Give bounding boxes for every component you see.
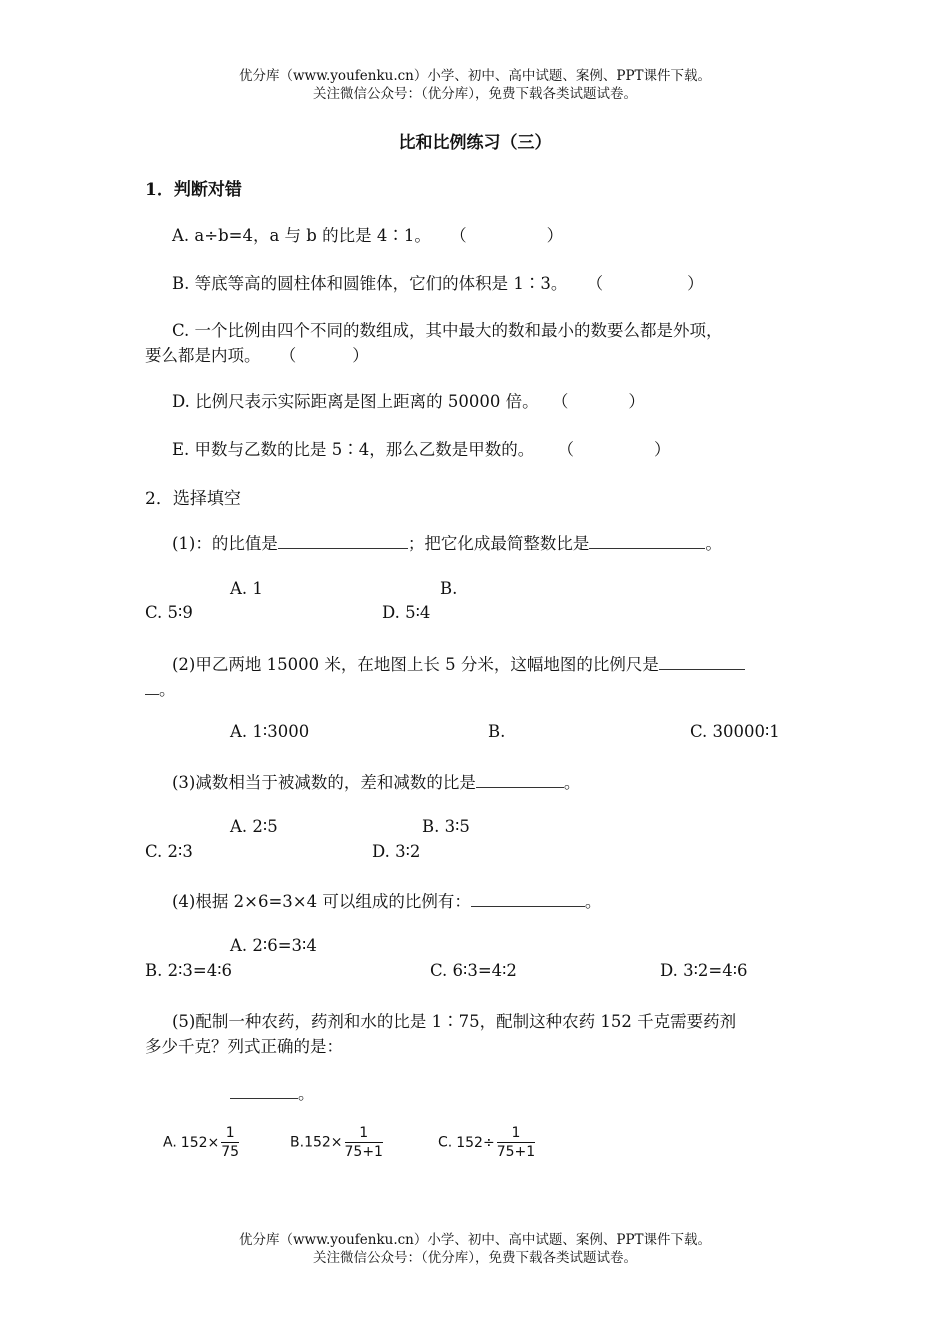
question-1-option-d[interactable]: D. 5∶4 [382,603,431,622]
judge-item-a [172,222,563,246]
judge-item-e-text: E. 甲数与乙数的比是 5∶4，那么乙数是甲数的。 [172,440,535,459]
question-4 [172,888,601,912]
question-1-option-c[interactable]: C. 5∶9 [145,603,193,622]
question-4-blank[interactable] [471,890,585,907]
question-2-suffix: 。 [159,680,176,699]
question-4-suffix: 。 [584,892,602,911]
section-2-heading: 2．选择填空 [145,489,241,509]
question-1-blank-2[interactable] [589,532,705,549]
question-3 [172,769,580,793]
question-3-option-d[interactable]: D. 3∶2 [372,842,421,861]
question-4-option-c[interactable]: C. 6∶3=4∶2 [430,961,517,980]
question-3-suffix: 。 [563,773,581,792]
question-4-option-a[interactable]: A. 2∶6=3∶4 [230,936,317,955]
judge-item-d-answer[interactable]: （ ） [551,392,645,411]
judge-item-b [172,270,704,294]
footer-line-2: 关注微信公众号：（优分库），免费下载各类试题试卷。 [313,1250,637,1266]
question-2 [172,651,745,675]
judge-item-e-answer[interactable]: （ ） [557,440,671,459]
question-5-option-a[interactable]: A. 152× $\frac{1}{75}$ [163,1125,240,1160]
question-2-option-c[interactable]: C. 30000∶1 [690,722,780,741]
question-1-mid: ；把它化成最简整数比是 [407,534,590,553]
question-1-option-a[interactable]: A. 1 [230,579,263,598]
header-line-1: 优分库（www.youfenku.cn）小学、初中、高中试题、案例、PPT课件下载。 [238,68,712,84]
question-4-text: (4)根据 2×6=3×4 可以组成的比例有： [172,892,471,911]
question-5-option-c[interactable]: C. 152÷ $\frac{1}{75+1}$ [438,1125,536,1160]
judge-item-c-answer[interactable]: （ ） [279,346,369,365]
question-2-blank-2[interactable] [145,678,159,695]
question-1-text: (1)：的比值是 [172,534,278,553]
question-5-blank[interactable] [230,1082,298,1099]
judge-item-a-text: A. a÷b=4，a 与 b 的比是 4∶1。 [172,226,431,245]
question-4-option-b[interactable]: B. 2∶3=4∶6 [145,961,233,980]
judge-item-d [172,388,645,412]
question-1 [172,530,722,554]
question-2-blank-1[interactable] [659,653,745,670]
fraction-a: $\frac{1}{75}$ [221,1125,240,1160]
question-5-answer-line [230,1080,315,1104]
section-1-heading: 1．判断对错 [145,180,242,200]
question-2-option-a[interactable]: A. 1∶3000 [230,722,310,741]
judge-item-a-answer[interactable]: （ ） [450,226,564,245]
question-5-line-1: (5)配制一种农药，药剂和水的比是 1∶75，配制这种农药 152 千克需要药剂 [172,1012,737,1031]
question-3-option-c[interactable]: C. 2∶3 [145,842,193,861]
question-3-option-a[interactable]: A. 2∶5 [230,817,278,836]
judge-item-c-text: 要么都是内项。 [145,346,261,365]
judge-item-b-answer[interactable]: （ ） [586,274,704,293]
question-2-line-2 [145,676,176,700]
page-title: 比和比例练习（三） [398,133,552,153]
judge-item-c-line-1: C. 一个比例由四个不同的数组成，其中最大的数和最小的数要么都是外项， [172,321,723,340]
question-4-option-d[interactable]: D. 3∶2=4∶6 [660,961,748,980]
header-line-2: 关注微信公众号：（优分库），免费下载各类试题试卷。 [313,86,637,102]
judge-item-d-text: D. 比例尺表示实际距离是图上距离的 50000 倍。 [172,392,539,411]
question-3-option-b[interactable]: B. 3∶5 [422,817,470,836]
fraction-b: $\frac{1}{75+1}$ [344,1125,383,1160]
judge-item-c-line-2 [145,342,369,366]
question-2-text: (2)甲乙两地 15000 米，在地图上长 5 分米，这幅地图的比例尺是 [172,655,659,674]
judge-item-b-text: B. 等底等高的圆柱体和圆锥体，它们的体积是 1∶3。 [172,274,568,293]
question-5-suffix: 。 [298,1084,315,1103]
judge-item-e [172,436,671,460]
fraction-c: $\frac{1}{75+1}$ [496,1125,536,1160]
question-3-text: (3)减数相当于被减数的，差和减数的比是 [172,773,476,792]
footer-line-1: 优分库（www.youfenku.cn）小学、初中、高中试题、案例、PPT课件下载。 [238,1232,712,1248]
question-1-suffix: 。 [705,534,722,553]
question-1-option-b[interactable]: B. [440,579,458,598]
question-1-blank-1[interactable] [278,532,408,549]
question-3-blank[interactable] [476,771,564,788]
question-5-option-b[interactable]: B.152× $\frac{1}{75+1}$ [290,1125,383,1160]
question-5-line-2: 多少千克？列式正确的是： [145,1037,343,1056]
question-2-option-b[interactable]: B. [488,722,506,741]
